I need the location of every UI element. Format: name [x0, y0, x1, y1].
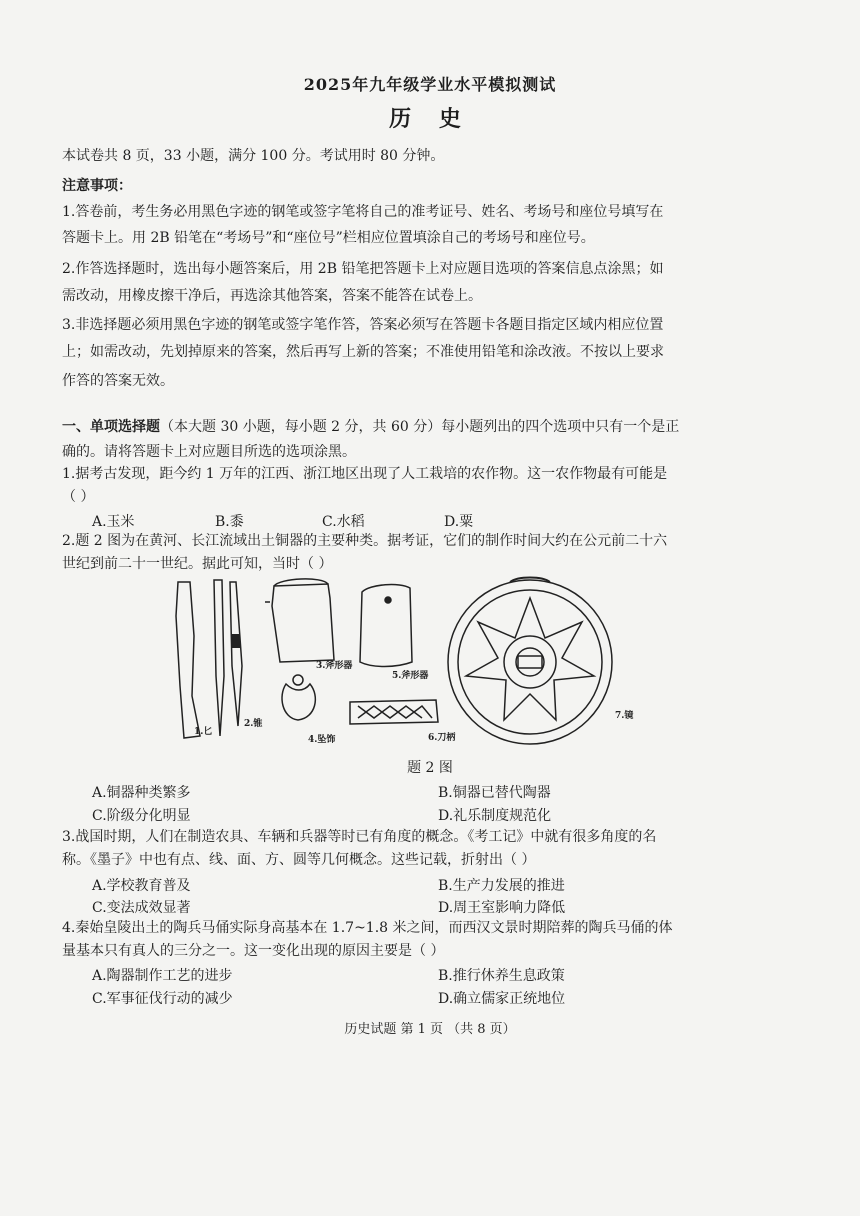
notice-heading: 注意事项： [62, 178, 132, 194]
intro-text: 本试卷共 8 页，33 小题，满分 100 分。考试用时 80 分钟。 [62, 148, 445, 164]
q1-option-d[interactable]: D.粟 [444, 514, 474, 530]
q2-option-a[interactable]: A.铜器种类繁多 [92, 785, 191, 801]
label-axe-3: 3.斧形器 [316, 661, 353, 671]
label-knife-handle: 6.刀柄 [428, 733, 456, 743]
mirror-artifact [448, 578, 612, 745]
knife-handle-artifact [350, 700, 438, 724]
exam-title: 2025年九年级学业水平模拟测试 [303, 75, 557, 94]
q3-option-d[interactable]: D.周王室影响力降低 [438, 900, 566, 916]
q4-stem-2: 量基本只有真人的三分之一。这一变化出现的原因主要是（ ） [62, 943, 445, 959]
section-heading: 一、单项选择题 [62, 419, 160, 435]
dagger-artifact [176, 582, 200, 738]
notice-line: 2.作答选择题时，选出每小题答案后，用 2B 铅笔把答题卡上对应题目选项的答案信息点涂黑；如 [62, 261, 664, 277]
q3-option-c[interactable]: C.变法成效显著 [92, 900, 191, 916]
q4-option-b[interactable]: B.推行休养生息政策 [438, 968, 565, 984]
figure-caption: 题 2 图 [407, 760, 453, 776]
label-dagger: 1.匕 [194, 727, 213, 737]
section-desc: （本大题 30 小题，每小题 2 分，共 60 分）每小题列出的四个选项中只有一个是正 [160, 419, 680, 435]
q4-option-a[interactable]: A.陶器制作工艺的进步 [92, 968, 233, 984]
section-heading-line [62, 418, 822, 436]
q3-option-b[interactable]: B.生产力发展的推进 [438, 878, 565, 894]
page-footer: 历史试题 第 1 页 （共 8 页） [344, 1022, 516, 1037]
q4-option-d[interactable]: D.确立儒家正统地位 [438, 991, 566, 1007]
label-axe-5: 5.斧形器 [392, 671, 429, 681]
q3-stem-2: 称。《墨子》中也有点、线、面、方、圆等几何概念。这些记载，折射出（ ） [62, 852, 536, 868]
q1-option-c[interactable]: C.水稻 [322, 514, 365, 530]
q4-stem: 4.秦始皇陵出土的陶兵马俑实际身高基本在 1.7~1.8 米之间，而西汉文景时期陪葬的陶兵马俑的体 [62, 920, 673, 936]
q3-option-a[interactable]: A.学校教育普及 [92, 878, 191, 894]
bronze-artifacts-figure [170, 576, 715, 748]
section-desc-2: 确的。请将答题卡上对应题目所选的选项涂黑。 [62, 444, 356, 460]
q1-option-a[interactable]: A.玉米 [92, 514, 135, 530]
q2-stem: 2.题 2 图为在黄河、长江流域出土铜器的主要种类。据考证，它们的制作时间大约在公元前二十六 [62, 533, 668, 549]
subject-title: 历 史 [389, 106, 471, 132]
q4-option-c[interactable]: C.军事征伐行动的减少 [92, 991, 233, 1007]
axe-artifact-5 [360, 585, 412, 667]
q1-option-b[interactable]: B.黍 [215, 514, 244, 530]
label-mirror: 7.镜 [615, 711, 634, 721]
label-pendant: 4.坠饰 [308, 735, 336, 745]
label-awl: 2.锥 [244, 719, 263, 729]
q1-stem: 1.据考古发现，距今约 1 万年的江西、浙江地区出现了人工栽培的农作物。这一农作物最有可能是 [62, 466, 668, 482]
q2-option-b[interactable]: B.铜器已替代陶器 [438, 785, 551, 801]
q1-stem-2: （ ） [62, 489, 95, 505]
q2-option-c[interactable]: C.阶级分化明显 [92, 808, 191, 824]
notice-line: 上；如需改动，先划掉原来的答案，然后再写上新的答案；不准使用铅笔和涂改液。不按以上要求 [62, 344, 664, 360]
q2-stem-2: 世纪到前二十一世纪。据此可知，当时（ ） [62, 556, 333, 572]
axe-artifact-3 [272, 584, 334, 662]
artifacts-illustration [170, 576, 715, 748]
notice-line: 1.答卷前，考生务必用黑色字迹的钢笔或签字笔将自己的准考证号、姓名、考场号和座位号填写在 [62, 204, 664, 220]
notice-line: 3.非选择题必须用黑色字迹的钢笔或签字笔作答，答案必须写在答题卡各题目指定区域内相应位置 [62, 317, 664, 333]
pendant-artifact [282, 684, 315, 720]
q2-option-d[interactable]: D.礼乐制度规范化 [438, 808, 552, 824]
notice-line: 答题卡上。用 2B 铅笔在“考场号”和“座位号”栏相应位置填涂自己的考场号和座位号。 [62, 230, 595, 246]
awl-artifact [214, 580, 224, 736]
q3-stem: 3.战国时期，人们在制造农具、车辆和兵器等时已有角度的概念。《考工记》中就有很多角度的名 [62, 829, 657, 845]
notice-line: 需改动，用橡皮擦干净后，再选涂其他答案，答案不能答在试卷上。 [62, 288, 482, 304]
notice-line: 作答的答案无效。 [62, 373, 174, 389]
